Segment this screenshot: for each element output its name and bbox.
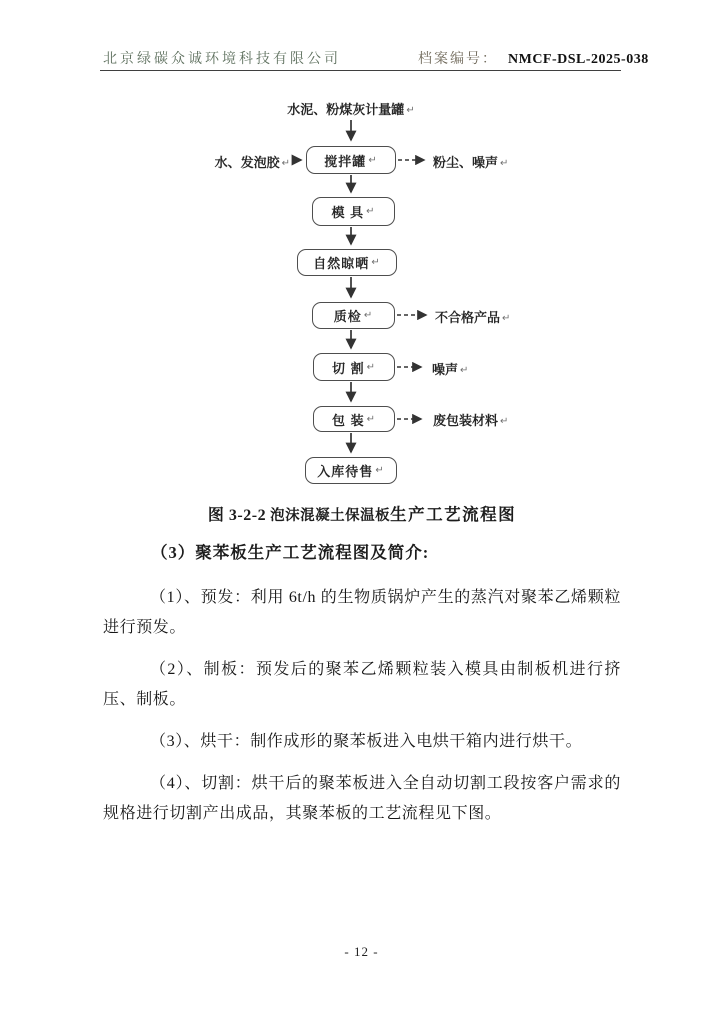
return-mark-icon: ↵ <box>371 257 381 268</box>
return-mark-icon: ↵ <box>366 361 376 373</box>
flow-node-cutting <box>313 353 395 381</box>
flow-node-label: 自然晾晒 <box>313 256 370 271</box>
flow-emission-waste-packaging <box>433 410 508 429</box>
figure-caption-subject: 泡沫混凝土保温板 <box>270 508 391 524</box>
return-mark-icon: ↵ <box>366 413 376 425</box>
paragraph-drying: （3）、烘干：制作成形的聚苯板进入电烘干箱内进行烘干。 <box>150 733 583 750</box>
flow-input-label <box>190 152 290 171</box>
flow-node-label: 模 具 <box>331 205 365 220</box>
flow-emission-rejected-products <box>435 307 510 326</box>
flow-node-storage-for-sale <box>305 457 397 484</box>
flow-emission-text: 废包装材料 <box>433 413 499 428</box>
flow-node-label: 入库待售 <box>317 464 374 479</box>
return-mark-icon: ↵ <box>460 365 469 376</box>
return-mark-icon: ↵ <box>281 158 290 169</box>
archive-number-label: 档案编号： <box>418 52 498 67</box>
flow-emission-text: 不合格产品 <box>435 310 501 325</box>
flow-emission-text: 噪声 <box>432 362 459 377</box>
flow-emission-noise <box>432 359 468 378</box>
return-mark-icon: ↵ <box>375 465 385 476</box>
return-mark-icon: ↵ <box>406 105 415 116</box>
flow-source-text: 水泥、粉煤灰计量罐 <box>287 102 405 117</box>
figure-caption-suffix: 生产工艺流程图 <box>390 505 517 524</box>
section-heading: （3）聚苯板生产工艺流程图及简介: <box>151 543 430 562</box>
flow-input-text: 水、发泡胶 <box>214 155 280 170</box>
flow-node-mold <box>312 197 395 226</box>
figure-caption <box>103 504 621 527</box>
return-mark-icon: ↵ <box>363 310 374 321</box>
flow-node-label: 包 装 <box>331 412 365 428</box>
flow-node-label: 切 割 <box>331 360 365 376</box>
flow-node-mixing-tank <box>306 146 396 174</box>
return-mark-icon: ↵ <box>502 313 511 324</box>
flow-emission-dust-noise <box>433 152 508 171</box>
flow-node-label: 搅拌罐 <box>324 153 367 169</box>
return-mark-icon: ↵ <box>500 158 509 169</box>
flow-node-natural-drying <box>297 249 397 276</box>
body-content <box>103 504 621 829</box>
flow-source-label <box>231 99 471 118</box>
return-mark-icon: ↵ <box>368 154 378 166</box>
flow-node-quality-inspection <box>312 302 395 329</box>
flow-emission-text: 粉尘、噪声 <box>433 155 499 170</box>
flow-node-packing <box>313 406 395 432</box>
paragraph-prefoaming: （1）、预发：利用 6t/h 的生物质锅炉产生的蒸汽对聚苯乙烯颗粒进行预发。 <box>103 589 621 636</box>
figure-caption-number: 图 3-2-2 <box>207 507 267 524</box>
flow-node-label: 质检 <box>333 309 362 324</box>
header-archive <box>418 48 649 68</box>
return-mark-icon: ↵ <box>366 206 376 217</box>
archive-number-value: NMCF-DSL-2025-038 <box>508 52 649 67</box>
page-number: - 12 - <box>344 944 379 959</box>
paragraph-cutting: （4）、切割：烘干后的聚苯板进入全自动切割工段按客户需求的规格进行切割产出成品，其聚苯板的工艺流程见下图。 <box>103 775 621 822</box>
header-company-name: 北京绿碳众诚环境科技有限公司 <box>103 52 341 67</box>
header-divider <box>100 70 621 71</box>
return-mark-icon: ↵ <box>500 416 509 427</box>
paragraph-board-making: （2）、制板：预发后的聚苯乙烯颗粒装入模具由制板机进行挤压、制板。 <box>103 661 621 708</box>
